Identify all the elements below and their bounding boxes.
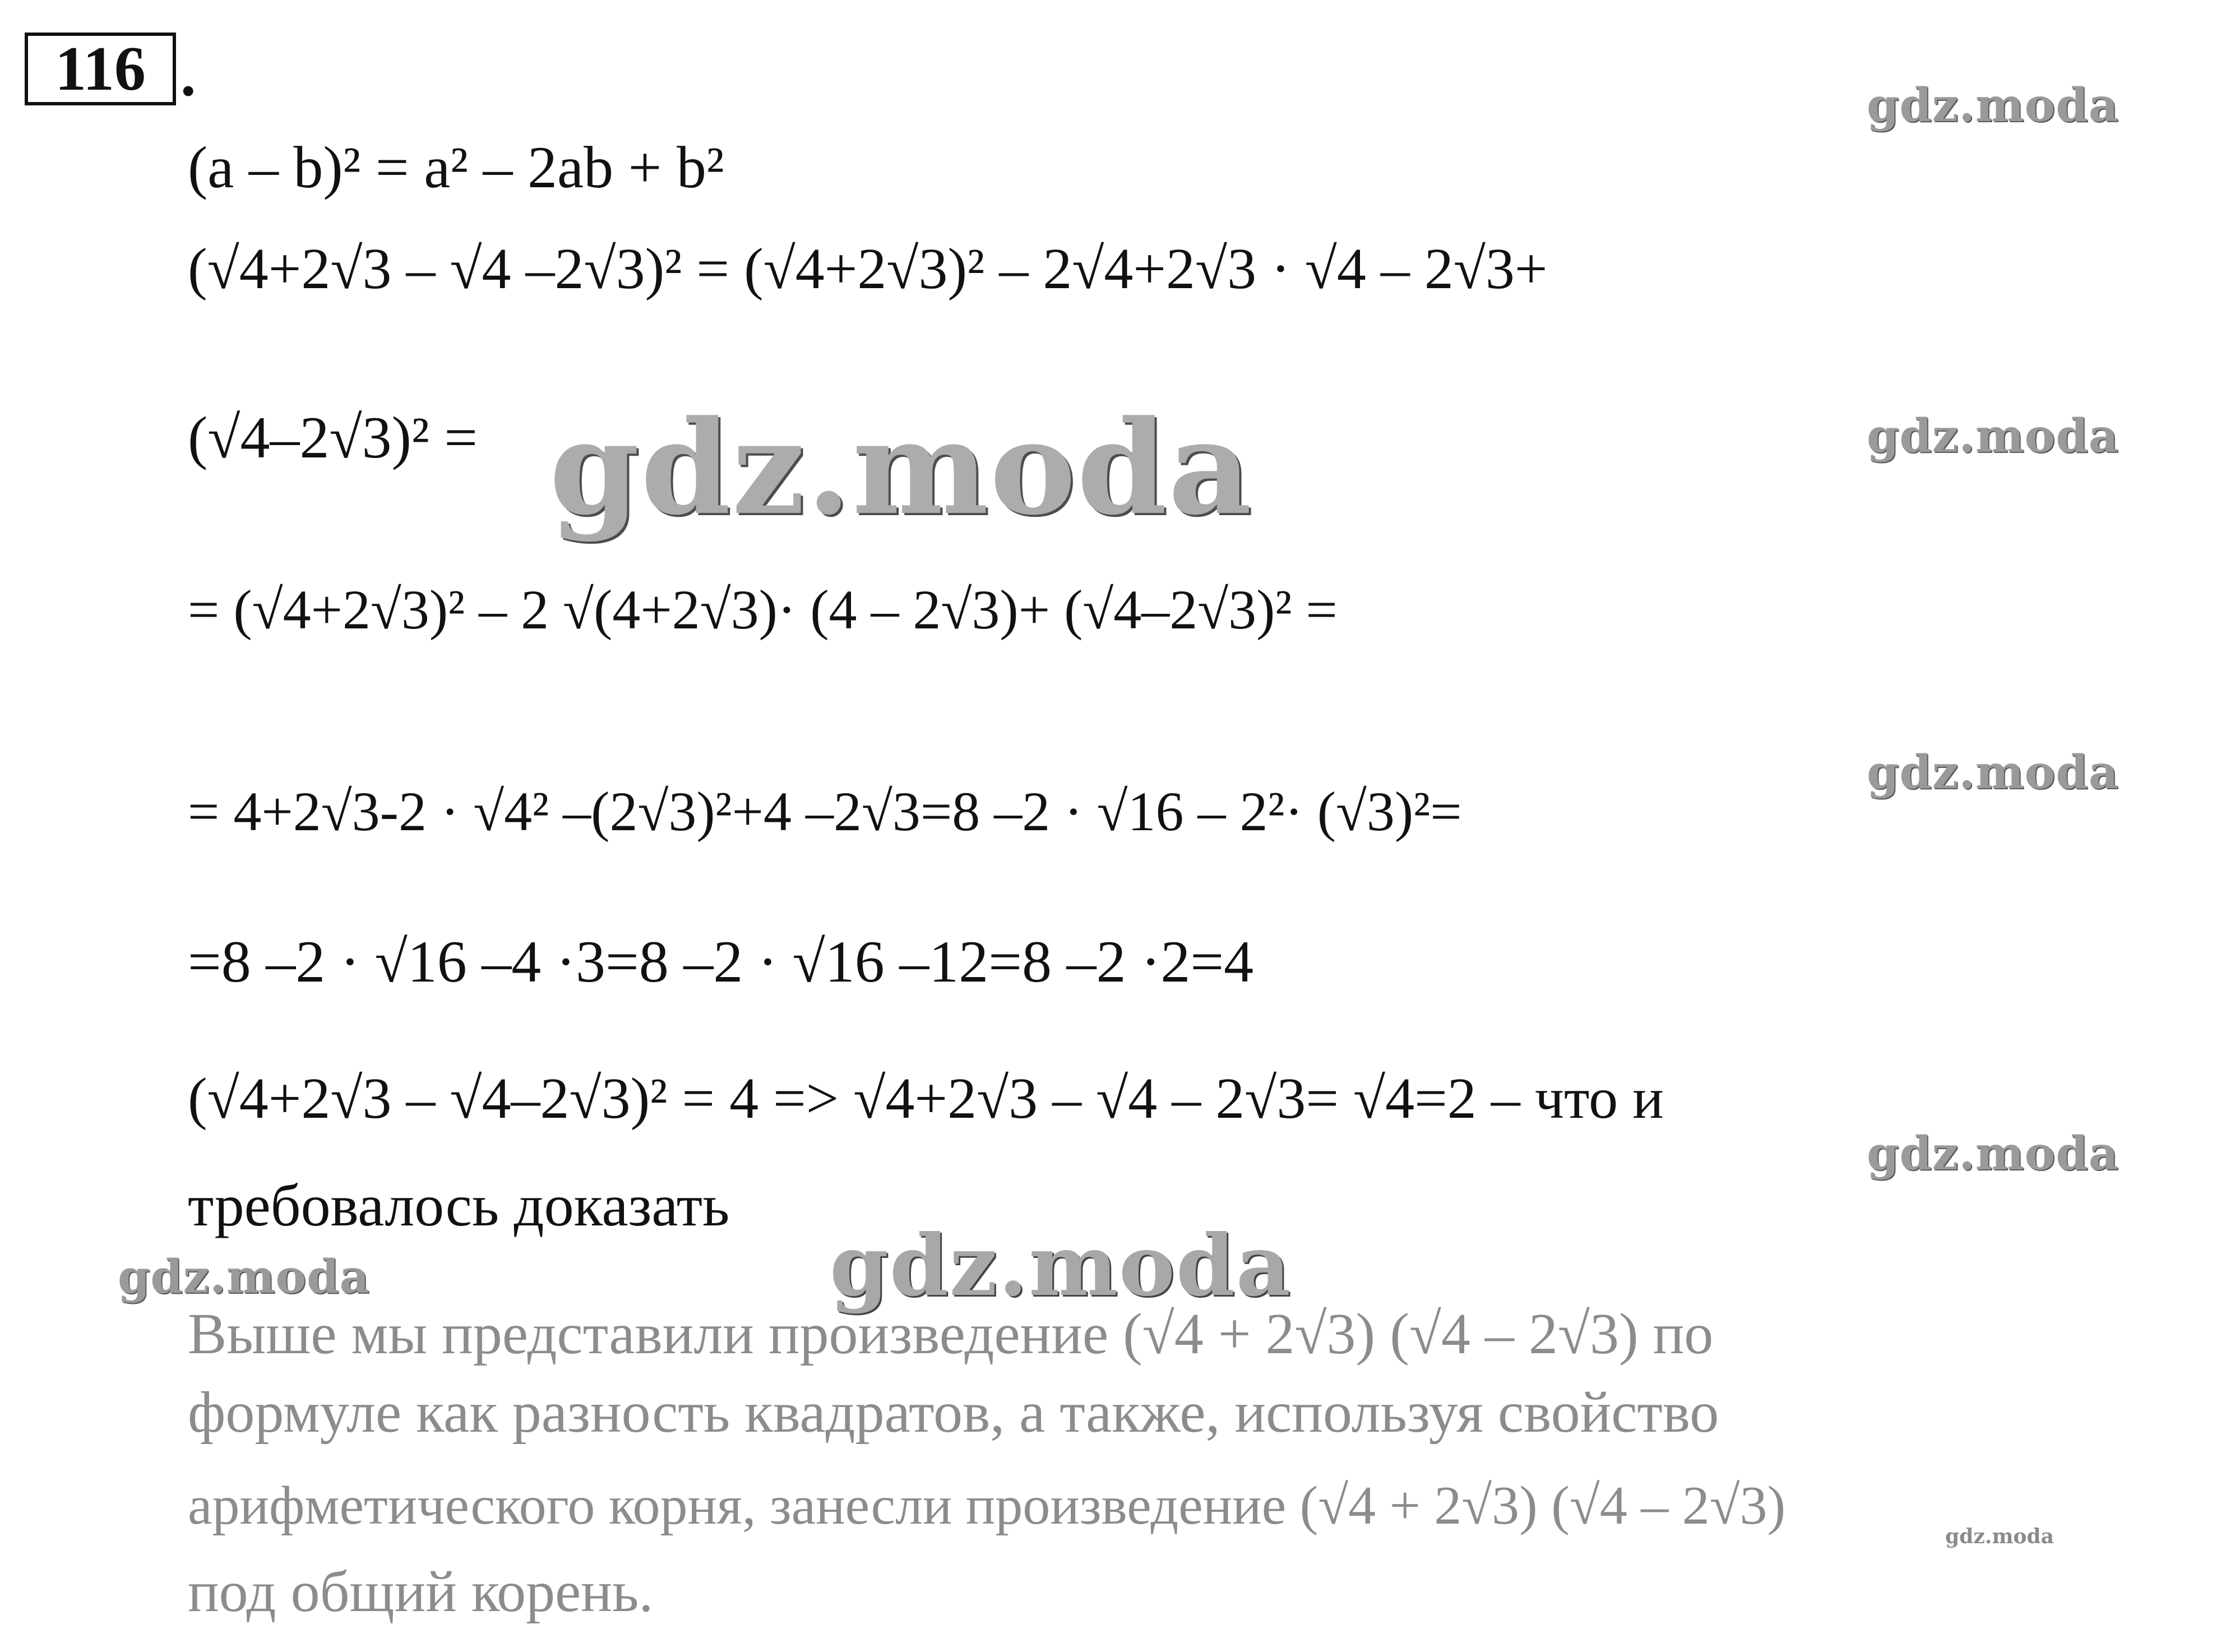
- watermark: gdz.moda: [1867, 409, 2119, 463]
- watermark: gdz.moda: [1867, 746, 2119, 799]
- explanation-line-2: формуле как разность квадратов, а также, используя свойство: [188, 1380, 1719, 1445]
- problem-number-box: [25, 33, 176, 105]
- explanation-line-3: арифметического корня, занесли произведение (√4 + 2√3) (√4 – 2√3): [188, 1475, 1786, 1536]
- watermark: gdz.moda: [830, 1216, 1292, 1315]
- watermark: gdz.moda: [118, 1250, 370, 1304]
- formula-line-5: = 4+2√3-2 · √4² –(2√3)²+4 –2√3=8 –2 · √16 – 2²· (√3)²=: [188, 780, 1462, 843]
- formula-line-4: = (√4+2√3)² – 2 √(4+2√3)· (4 – 2√3)+ (√4–2√3)² =: [188, 579, 1338, 641]
- explanation-line-1: Выше мы представили произведение (√4 + 2√3) (√4 – 2√3) по: [188, 1302, 1714, 1366]
- formula-line-7: (√4+2√3 – √4–2√3)² = 4 => √4+2√3 – √4 – 2√3= √4=2 – что и: [188, 1066, 1664, 1131]
- formula-line-3: (√4–2√3)² =: [188, 405, 478, 470]
- watermark: gdz.moda: [1945, 1525, 2054, 1548]
- problem-number: 116: [55, 34, 146, 104]
- watermark: gdz.moda: [1867, 1127, 2119, 1181]
- formula-line-8: требовалось доказать: [188, 1173, 730, 1238]
- formula-line-1: (a – b)² = a² – 2ab + b²: [188, 135, 724, 200]
- watermark: gdz.moda: [1867, 78, 2119, 132]
- problem-number-dot: .: [181, 40, 196, 109]
- explanation-line-4: под общий корень.: [188, 1560, 654, 1624]
- formula-line-2: (√4+2√3 – √4 –2√3)² = (√4+2√3)² – 2√4+2√3 · √4 – 2√3+: [188, 237, 1548, 301]
- formula-line-6: =8 –2 · √16 –4 ·3=8 –2 · √16 –12=8 –2 ·2=4: [188, 929, 1254, 994]
- watermark: gdz.moda: [549, 392, 1253, 544]
